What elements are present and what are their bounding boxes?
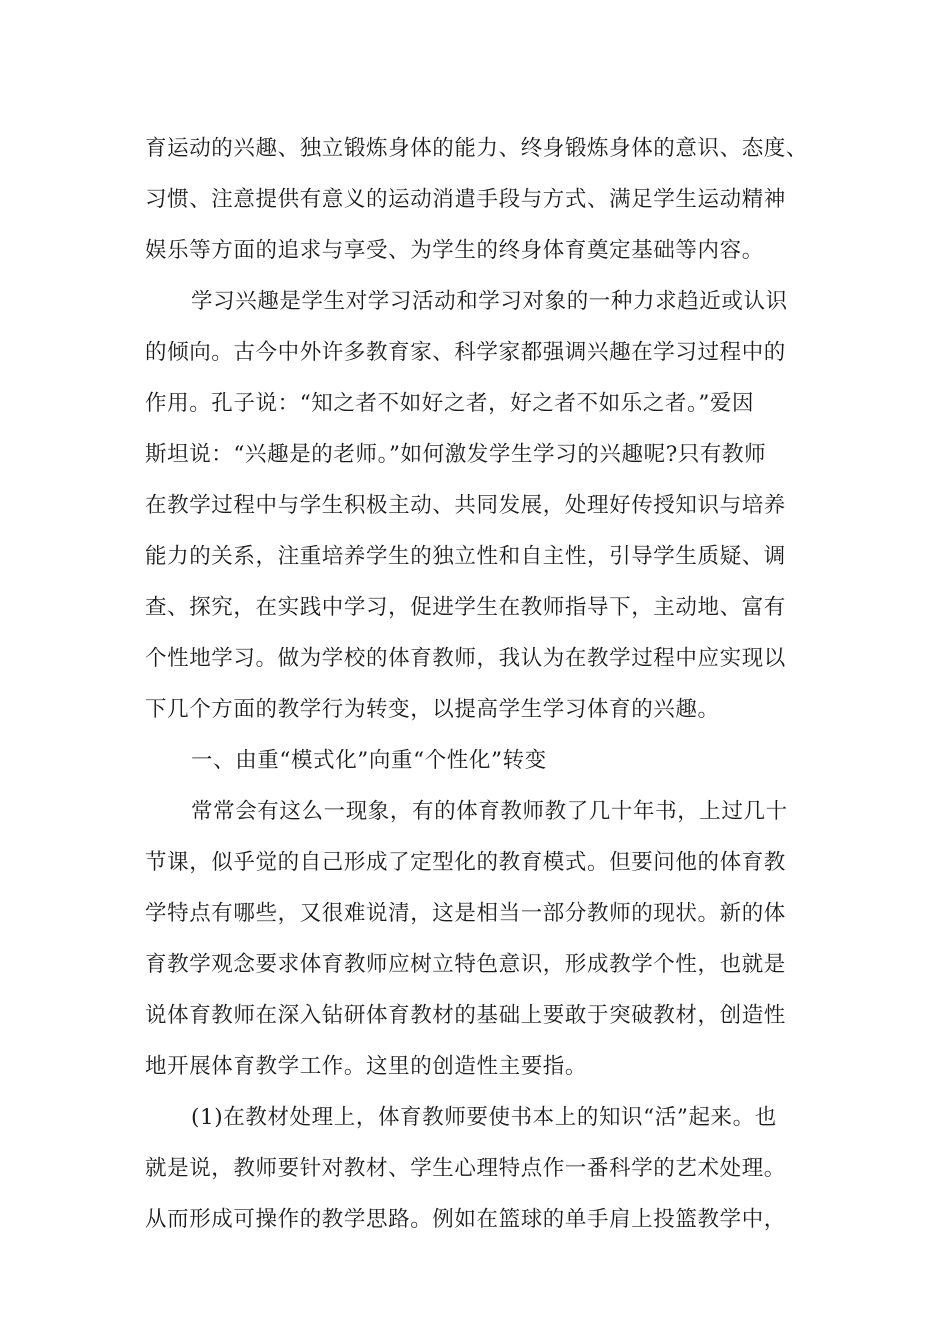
text-line: 娱乐等方面的追求与享受、为学生的终身体育奠定基础等内容。	[145, 238, 764, 263]
paragraph-first-line: 学习兴趣是学生对学习活动和学习对象的一种力求趋近或认识	[191, 289, 788, 314]
text-line: 能力的关系，注重培养学生的独立性和自主性，引导学生质疑、调	[145, 544, 786, 569]
text-line: 的倾向。古今中外许多教育家、科学家都强调兴趣在学习过程中的	[145, 340, 786, 365]
text-line: 育教学观念要求体育教师应树立特色意识，形成教学个性，也就是	[145, 952, 786, 977]
text-line: 育运动的兴趣、独立锻炼身体的能力、终身锻炼身体的意识、态度、	[145, 136, 809, 161]
text-line: 个性地学习。做为学校的体育教师，我认为在教学过程中应实现以	[145, 646, 786, 671]
text-line: 地开展体育教学工作。这里的创造性主要指。	[145, 1054, 588, 1079]
text-line: 从而形成可操作的教学思路。例如在篮球的单手肩上投篮教学中，	[145, 1207, 786, 1232]
section-heading: 一、由重“模式化”向重“个性化”转变	[191, 748, 547, 773]
paragraph-first-line: (1)在教材处理上，体育教师要使书本上的知识“活”起来。也	[191, 1105, 777, 1130]
text-line: 说体育教师在深入钻研体育教材的基础上要敢于突破教材，创造性	[145, 1003, 786, 1028]
text-line: 习惯、注意提供有意义的运动消遣手段与方式、满足学生运动精神	[145, 187, 786, 212]
text-line: 查、探究，在实践中学习，促进学生在教师指导下，主动地、富有	[145, 595, 786, 620]
text-line: 就是说，教师要针对教材、学生心理特点作一番科学的艺术处理。	[145, 1156, 786, 1181]
paragraph-first-line: 常常会有这么一现象，有的体育教师教了几十年书，上过几十	[191, 799, 788, 824]
text-line: 下几个方面的教学行为转变，以提高学生学习体育的兴趣。	[145, 697, 720, 722]
body-text	[145, 127, 815, 1249]
text-line: 作用。孔子说：“知之者不如好之者，好之者不如乐之者。”爱因	[145, 391, 755, 416]
text-line: 学特点有哪些，又很难说清，这是相当一部分教师的现状。新的体	[145, 901, 786, 926]
text-line: 节课，似乎觉的自己形成了定型化的教育模式。但要问他的体育教	[145, 850, 786, 875]
text-line: 斯坦说：“兴趣是的老师。”如何激发学生学习的兴趣呢?只有教师	[145, 442, 767, 467]
text-line: 在教学过程中与学生积极主动、共同发展，处理好传授知识与培养	[145, 493, 786, 518]
